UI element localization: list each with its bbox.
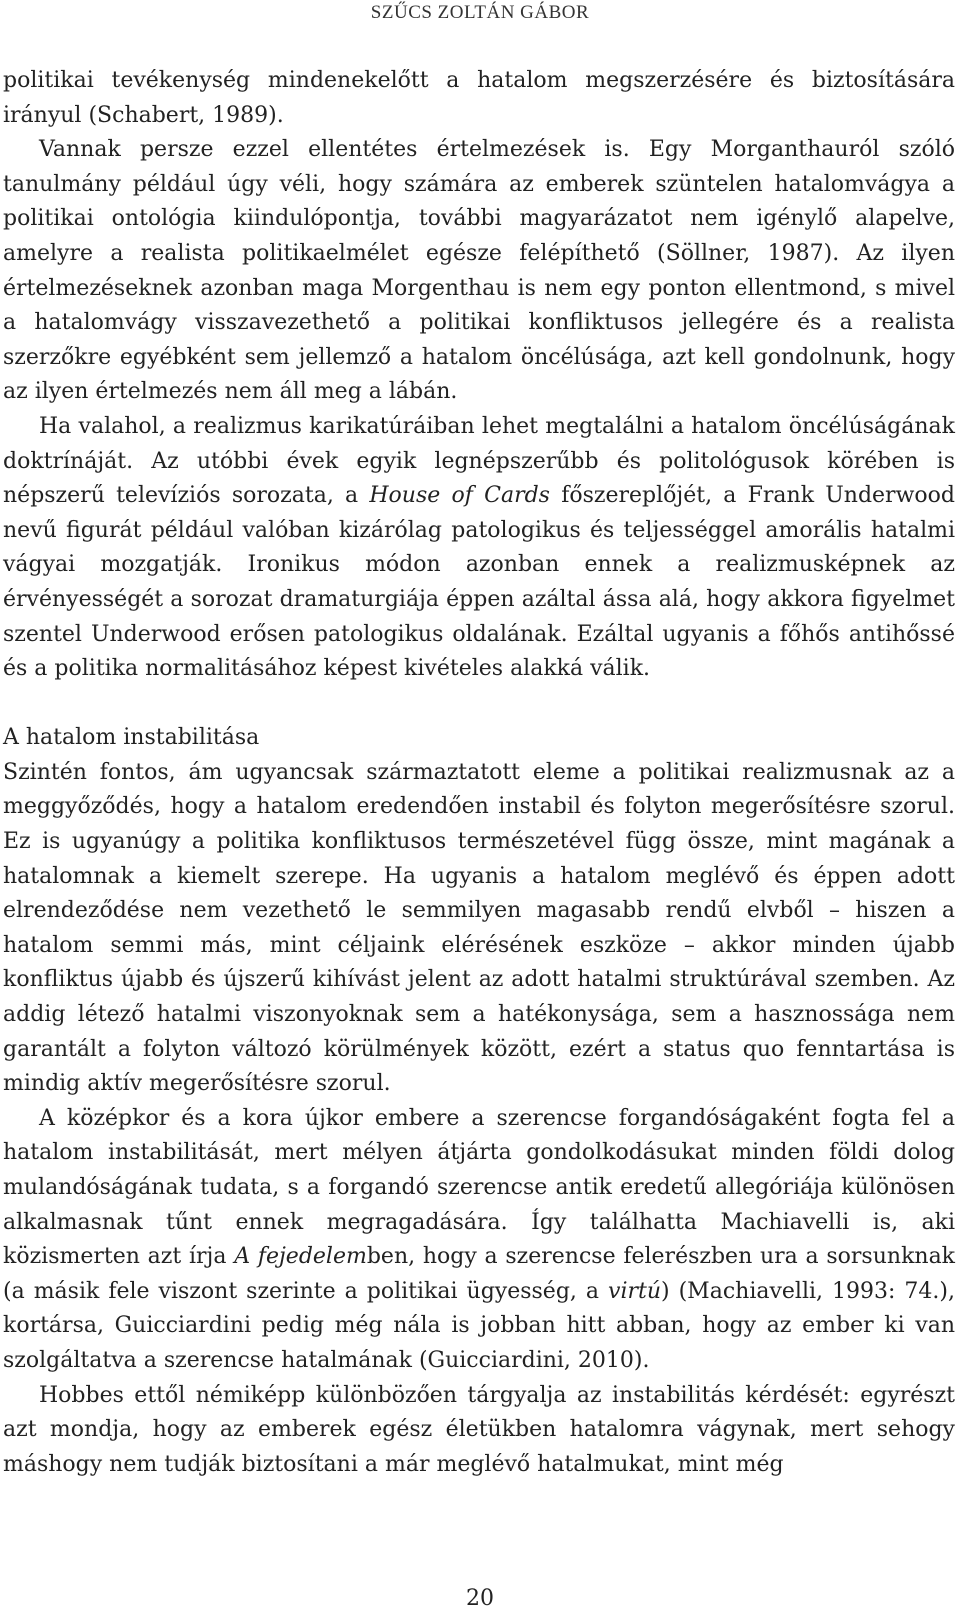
paragraph-5	[3, 1102, 955, 1379]
paragraph-6: Hobbes ettől némiképp különbözően tárgyalja az instabilitás kérdését: egyrészt azt mondja, hogy az emberek egész életükben hatalomra vágynak, mert sehogy máshogy nem tudják biztosítani a már meglévő hatalmukat, mint még	[3, 1382, 955, 1477]
section-heading: A hatalom instabilitása	[3, 725, 260, 751]
paragraph-4: Szintén fontos, ám ugyancsak származtatott eleme a politikai realizmusnak az a meggyőződés, hogy a hatalom eredendően instabil és folyton megerősítésre szorul. Ez is ugyanúgy a politika konfliktusos természetével függ össze, mint magának a hatalomnak a kiemelt szerepe. Ha ugyanis a hatalom meglévő és éppen adott elrendeződése nem vezethető le semmilyen magasabb rendű elvből – hiszen a hatalom semmi más, mint céljaink elérésének eszköze – akkor minden újabb konfliktus újabb és újszerű kihívást jelent az adott hatalmi struktúrával szemben. Az addig létező hatalmi viszonyoknak sem a hatékonysága, sem a hasznossága nem garantált a folyton változó körülmények között, ezért a status quo fenntartása is mindig aktív megerősítésre szorul.	[3, 759, 955, 1097]
paragraph-5-text-c: ) (Machiavelli, 1993: 74.), kortársa, Guicciardini pedig még nála is jobban hitt abban, hogy az ember ki van szolgáltatva a szerencse hatalmának (Guicciardini, 2010).	[3, 1278, 955, 1373]
paragraph-5-text-a: A középkor és a kora újkor embere a szerencse forgandóságaként fogta fel a hatalom instabilitását, mert mélyen átjárta gondolkodásukat minden földi dolog mulandóságának tudata, s a forgandó szerencse antik eredetű allegóriája különösen alkalmasnak tűnt ennek megragadására. Így találhatta Machiavelli is, aki közismerten azt írja	[3, 1105, 955, 1270]
italic-title-a-fejedelem: A fejedelem	[234, 1244, 367, 1270]
paragraph-3-text-a: Ha valahol, a realizmus karikatúráiban lehet megtalálni a hatalom öncélúságának doktrínáját. Az utóbbi évek egyik legnépszerűbb és politológusok körében is népszerű televíziós sorozata, a	[3, 413, 955, 509]
running-header: SZŰCS ZOLTÁN GÁBOR	[370, 2, 590, 23]
italic-term-virtu: virtú	[608, 1278, 662, 1304]
page-body	[3, 64, 955, 1482]
paragraph-5-text-b: ben, hogy a szerencse felerészben ura a sorsunknak (a másik fele viszont szerinte a politikai ügyesség, a	[3, 1244, 956, 1304]
paragraph-2: Vannak persze ezzel ellentétes értelmezések is. Egy Morganthauról szóló tanulmány például úgy véli, hogy számára az emberek szüntelen hatalomvágya a politikai ontológia kiindulópontja, további magyarázatot nem igénylő alapelve, amelyre a realista politikaelmélet egésze felépíthető (Söllner, 1987). Az ilyen értelmezéseknek azonban maga Morgenthau is nem egy ponton ellentmond, s mivel a hatalomvágy visszavezethető a politikai konfliktusos jellegére és a realista szerzőkre egyébként sem jellemző a hatalom öncélúsága, azt kell gondolnunk, hogy az ilyen értelmezés nem áll meg a lábán.	[3, 137, 955, 405]
page-number: 20	[466, 1586, 494, 1611]
paragraph-3-text-b: főszereplőjét, a Frank Underwood nevű figurát például valóban kizárólag patologikus és teljességgel amorális hatalmi vágyai mozgatják. Ironikus módon azonban ennek a realizmusképnek az érvényességét a sorozat dramaturgiája éppen azáltal ássa alá, hogy akkora figyelmet szentel Underwood erősen patologikus oldalának. Ezáltal ugyanis a főhős antihőssé és a politika normalitásához képest kivételes alakká válik.	[3, 483, 955, 682]
paragraph-1: politikai tevékenység mindenekelőtt a hatalom megszerzésére és biztosítására irányul (Schabert, 1989).	[3, 68, 955, 128]
paragraph-3	[3, 410, 955, 687]
italic-title-house-of-cards: House of Cards	[369, 483, 550, 509]
